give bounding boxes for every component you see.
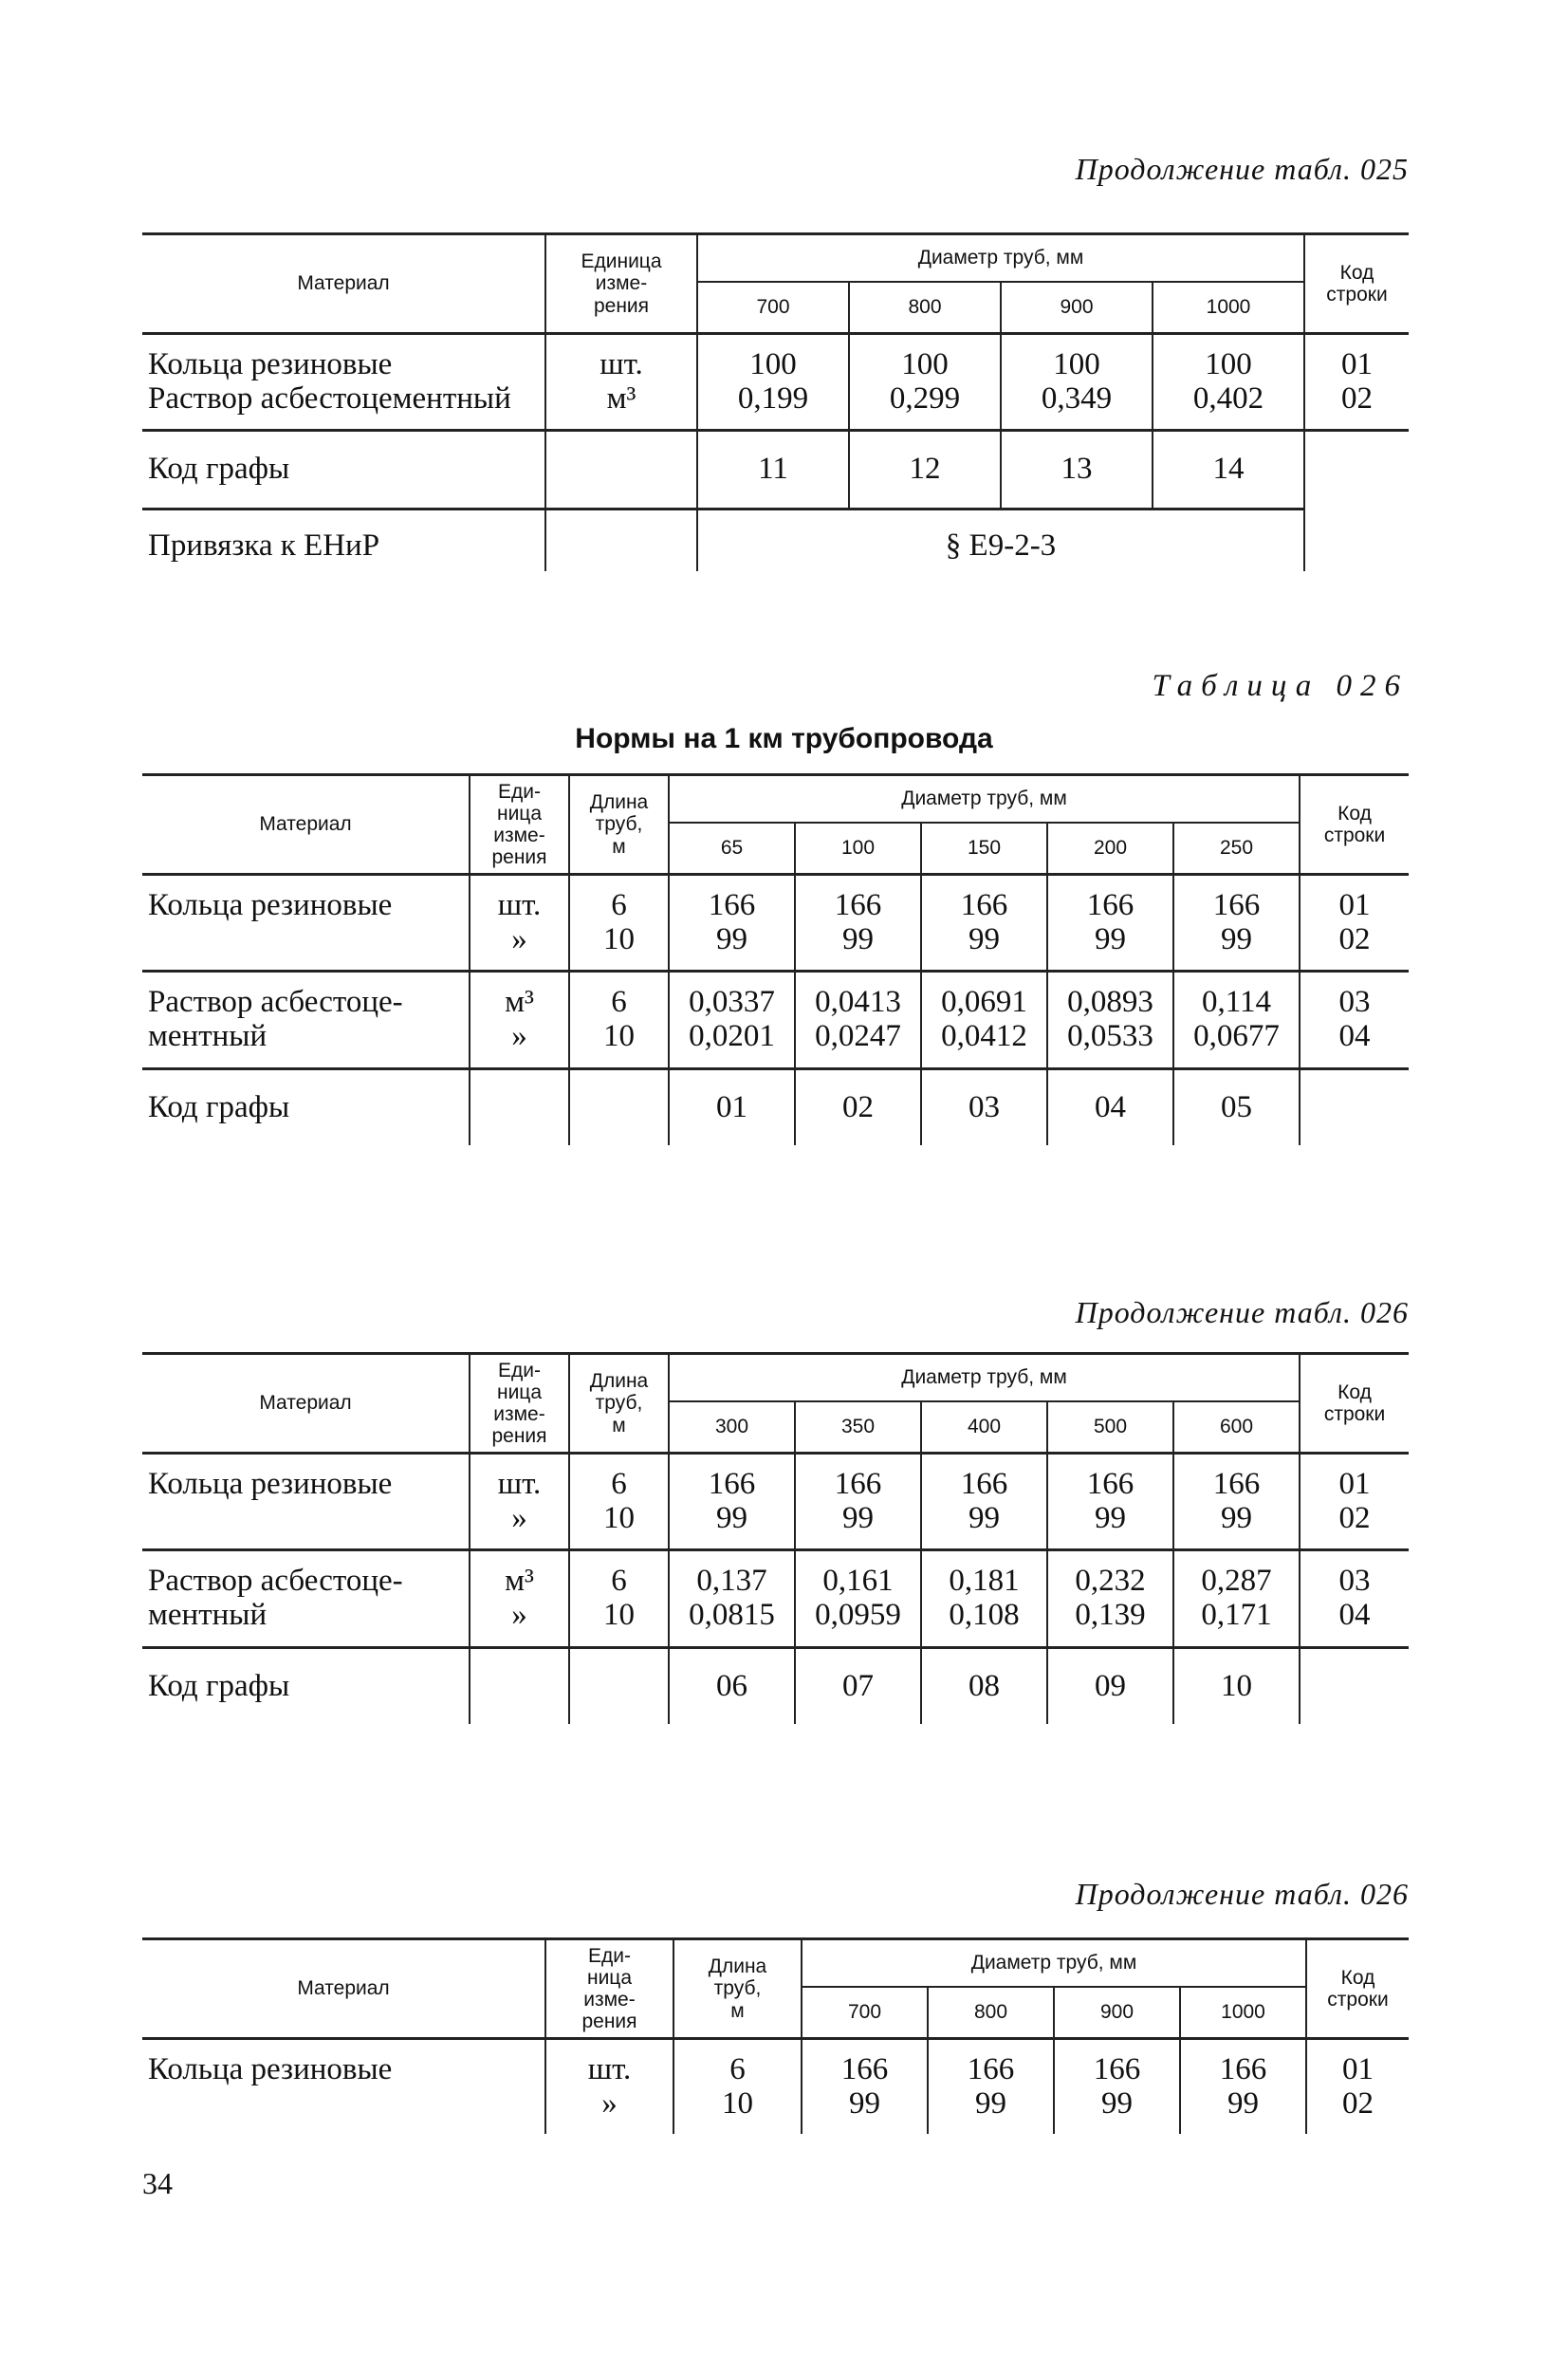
page-number: 34 — [142, 2166, 173, 2200]
footer-row — [142, 431, 1409, 510]
cell-line: м — [730, 1999, 745, 2022]
cell-line: строки — [1323, 1403, 1386, 1425]
cell-line: 0,0959 — [815, 1597, 901, 1632]
value-cell — [697, 334, 849, 431]
cell-line: труб, — [595, 813, 643, 836]
diameter-value: 65 — [669, 823, 795, 875]
data-table — [142, 1352, 1409, 1724]
cell-line: 99 — [716, 921, 747, 956]
cell-line: 0,0533 — [1067, 1018, 1153, 1053]
cell-line: Кольца резиновые — [148, 2052, 393, 2086]
diameter-value: 900 — [1001, 282, 1153, 334]
length-header — [569, 1354, 669, 1454]
diameter-value: 1000 — [1180, 1987, 1306, 2039]
cell-line: 0,0247 — [815, 1018, 901, 1053]
value-cell — [795, 875, 921, 972]
cell-line: 166 — [1212, 1467, 1261, 1501]
continuation-label: Продолжение табл. 025 — [1075, 152, 1409, 186]
footer-empty-cell — [1300, 1647, 1409, 1724]
cell-line: 99 — [849, 2085, 880, 2121]
cell-line: строки — [1327, 1989, 1389, 2011]
cell-line: изме- — [595, 272, 648, 295]
cell-line: шт. — [587, 2052, 632, 2086]
material-cell — [142, 1454, 470, 1550]
cell-line: 0,139 — [1075, 1597, 1146, 1632]
value-cell — [921, 1454, 1047, 1550]
row-code-cell — [1300, 972, 1409, 1068]
length-header — [569, 775, 669, 875]
table-026-cont-1 — [142, 1352, 1409, 1724]
value-cell — [795, 972, 921, 1068]
header-row — [142, 775, 1409, 824]
diameter-value: 700 — [802, 1987, 928, 2039]
cell-line: 03 — [1338, 985, 1371, 1020]
cell-line: строки — [1326, 284, 1388, 306]
cell-line: 166 — [1086, 888, 1134, 922]
value-cell — [921, 972, 1047, 1068]
cell-line: 99 — [1101, 2085, 1133, 2121]
footer-code: 07 — [795, 1647, 921, 1724]
code-header — [1300, 1354, 1409, 1454]
cell-line: 0,199 — [737, 380, 809, 416]
table-title: Нормы на 1 км трубопровода — [575, 723, 993, 754]
cell-line: рения — [491, 846, 547, 869]
table-row — [142, 2039, 1409, 2135]
cell-line: м³ — [505, 985, 534, 1020]
footer-empty-cell — [470, 1068, 569, 1145]
cell-line: 0,161 — [822, 1564, 894, 1599]
cell-line: » — [601, 2085, 618, 2121]
footer-code: 14 — [1153, 431, 1304, 510]
cell-line: 0,349 — [1041, 380, 1113, 416]
code-header — [1306, 1939, 1409, 2039]
cell-line: Длина — [708, 1955, 767, 1978]
unit-header — [545, 234, 697, 334]
cell-line: изме- — [493, 1403, 545, 1425]
value-cell — [1047, 1454, 1173, 1550]
cell-line: Раствор асбестоце- — [148, 985, 403, 1020]
diameter-header: Диаметр труб, мм — [669, 1354, 1300, 1402]
cell-line: 0,108 — [949, 1597, 1020, 1632]
value-cell — [921, 1550, 1047, 1647]
value-cell — [928, 2039, 1054, 2135]
cell-line: 01 — [1342, 2052, 1374, 2086]
length-cell — [569, 875, 669, 972]
unit-cell — [545, 334, 697, 431]
cell-line: 166 — [967, 2052, 1015, 2086]
cell-line: 166 — [708, 1467, 756, 1501]
value-cell — [669, 972, 795, 1068]
footer-empty-cell — [470, 1647, 569, 1724]
value-cell — [802, 2039, 928, 2135]
cell-line: 01 — [1341, 347, 1373, 381]
cell-line: 99 — [968, 1500, 1000, 1535]
data-table — [142, 232, 1409, 571]
cell-line: Раствор асбестоцементный — [148, 380, 511, 416]
diameter-header: Диаметр труб, мм — [802, 1939, 1306, 1988]
diameter-value: 1000 — [1153, 282, 1304, 334]
diameter-header: Диаметр труб, мм — [697, 234, 1304, 283]
header-row — [142, 1354, 1409, 1402]
table-row — [142, 1454, 1409, 1550]
cell-line: Кольца резиновые — [148, 1467, 393, 1501]
footer-row — [142, 1068, 1409, 1145]
table-row — [142, 875, 1409, 972]
diameter-value: 600 — [1173, 1401, 1300, 1454]
material-header: Материал — [142, 1939, 545, 2039]
cell-line: 0,181 — [949, 1564, 1020, 1599]
cell-line: 0,287 — [1201, 1564, 1272, 1599]
cell-line: Кольца резиновые — [148, 347, 393, 381]
value-cell — [1047, 972, 1173, 1068]
continuation-label: Продолжение табл. 026 — [1075, 1877, 1409, 1911]
cell-line: м — [612, 835, 626, 858]
footer-row — [142, 1647, 1409, 1724]
cell-line: Длина — [589, 791, 649, 814]
value-cell — [1180, 2039, 1306, 2135]
diameter-value: 350 — [795, 1401, 921, 1454]
diameter-header: Диаметр труб, мм — [669, 775, 1300, 824]
cell-line: 6 — [611, 1564, 627, 1599]
footer-empty-cell — [569, 1647, 669, 1724]
cell-line: Код — [1337, 802, 1372, 825]
footer-label: Код графы — [148, 1089, 290, 1124]
length-cell — [673, 2039, 802, 2135]
diameter-value: 400 — [921, 1401, 1047, 1454]
unit-cell — [470, 875, 569, 972]
length-cell — [569, 1550, 669, 1647]
cell-line: 0,0815 — [689, 1597, 775, 1632]
footer-code: 12 — [849, 431, 1001, 510]
diameter-value: 150 — [921, 823, 1047, 875]
diameter-value: 300 — [669, 1401, 795, 1454]
cell-line: 6 — [611, 1467, 627, 1501]
diameter-value: 800 — [928, 1987, 1054, 2039]
footer-code: 08 — [921, 1647, 1047, 1724]
cell-line: Еди- — [498, 1359, 541, 1381]
material-cell — [142, 972, 470, 1068]
value-cell — [1173, 1454, 1300, 1550]
cell-line: 01 — [1338, 888, 1371, 922]
cell-line: Код — [1337, 1381, 1372, 1403]
cell-line: строки — [1323, 825, 1386, 846]
cell-line: 04 — [1338, 1597, 1371, 1632]
cell-line: 6 — [611, 888, 627, 922]
binding-label: Привязка к ЕНиР — [148, 528, 380, 563]
material-cell — [142, 2039, 545, 2135]
cell-line: 99 — [842, 921, 874, 956]
cell-line: 166 — [960, 888, 1008, 922]
binding-value: § Е9-2-3 — [697, 509, 1304, 570]
value-cell — [795, 1550, 921, 1647]
cell-line: » — [511, 921, 527, 956]
cell-line: 10 — [722, 2085, 753, 2121]
row-code-cell — [1300, 1550, 1409, 1647]
cell-line: 0,0412 — [941, 1018, 1027, 1053]
cell-line: м³ — [505, 1564, 534, 1599]
row-code-cell — [1300, 875, 1409, 972]
binding-empty-cell — [545, 509, 697, 570]
cell-line: труб, — [595, 1392, 643, 1415]
footer-code: 13 — [1001, 431, 1153, 510]
table-025 — [142, 232, 1409, 571]
cell-line: Еди- — [588, 1944, 631, 1967]
footer-label: Код графы — [142, 431, 545, 510]
cell-line: 166 — [960, 1467, 1008, 1501]
diameter-value: 800 — [849, 282, 1001, 334]
value-cell — [921, 875, 1047, 972]
cell-line: 0,137 — [696, 1564, 767, 1599]
table-row — [142, 972, 1409, 1068]
value-cell — [669, 1454, 795, 1550]
cell-line: 04 — [1338, 1018, 1371, 1053]
header-row — [142, 234, 1409, 283]
cell-line: 02 — [1338, 1500, 1371, 1535]
material-cell — [142, 875, 470, 972]
cell-line: 02 — [1338, 921, 1371, 956]
cell-line: шт. — [497, 1467, 542, 1501]
table-026-cont-2 — [142, 1937, 1409, 2134]
cell-line: 99 — [842, 1500, 874, 1535]
table-row — [142, 1550, 1409, 1647]
cell-line: 100 — [1205, 347, 1252, 381]
cell-line: 10 — [603, 921, 635, 956]
diameter-value: 250 — [1173, 823, 1300, 875]
row-code-cell — [1300, 1454, 1409, 1550]
cell-line: м — [612, 1414, 626, 1436]
value-cell — [1054, 2039, 1180, 2135]
footer-code: 01 — [669, 1068, 795, 1145]
cell-line: м³ — [606, 380, 636, 416]
unit-cell — [470, 972, 569, 1068]
cell-line: 166 — [708, 888, 756, 922]
cell-line: » — [511, 1500, 527, 1535]
cell-line: Раствор асбестоце- — [148, 1564, 403, 1599]
diameter-value: 500 — [1047, 1401, 1173, 1454]
cell-line: 0,0413 — [815, 985, 901, 1020]
table-row — [142, 334, 1409, 431]
cell-line: изме- — [493, 825, 545, 846]
header-row — [142, 1939, 1409, 1988]
value-cell — [1173, 972, 1300, 1068]
cell-line: 10 — [603, 1500, 635, 1535]
unit-header — [470, 775, 569, 875]
cell-line: рения — [491, 1425, 547, 1448]
footer-empty-cell — [1300, 1068, 1409, 1145]
cell-line: 0,0893 — [1067, 985, 1153, 1020]
data-table — [142, 1937, 1409, 2134]
unit-cell — [470, 1454, 569, 1550]
value-cell — [1047, 1550, 1173, 1647]
value-cell — [669, 875, 795, 972]
cell-line: » — [511, 1018, 527, 1053]
cell-line: 0,299 — [889, 380, 961, 416]
material-header: Материал — [142, 775, 470, 875]
cell-line: 166 — [834, 1467, 882, 1501]
cell-line: 166 — [1212, 888, 1261, 922]
cell-line: 100 — [901, 347, 949, 381]
cell-line: 6 — [611, 985, 627, 1020]
material-cell — [142, 334, 545, 431]
cell-line: 100 — [749, 347, 797, 381]
cell-line: труб, — [713, 1977, 762, 2000]
cell-line: ментный — [148, 1597, 267, 1632]
cell-line: 0,402 — [1192, 380, 1264, 416]
cell-line: 99 — [968, 921, 1000, 956]
cell-line: Длина — [589, 1370, 649, 1393]
cell-line: ментный — [148, 1018, 267, 1053]
cell-line: 01 — [1338, 1467, 1371, 1501]
footer-code: 03 — [921, 1068, 1047, 1145]
unit-cell — [470, 1550, 569, 1647]
cell-line: 166 — [1093, 2052, 1141, 2086]
diameter-value: 700 — [697, 282, 849, 334]
footer-empty-cell — [545, 431, 697, 510]
cell-line: 99 — [1221, 921, 1253, 956]
unit-header — [545, 1939, 673, 2039]
cell-line: шт. — [600, 347, 643, 381]
value-cell — [669, 1550, 795, 1647]
diameter-value: 900 — [1054, 1987, 1180, 2039]
material-header: Материал — [142, 1354, 470, 1454]
value-cell — [1047, 875, 1173, 972]
value-cell — [849, 334, 1001, 431]
cell-line: 99 — [1095, 921, 1126, 956]
cell-line: 99 — [975, 2085, 1006, 2121]
cell-line: Единица — [581, 250, 662, 273]
row-code-cell — [1304, 334, 1409, 431]
table-number-label: Таблица 026 — [1152, 669, 1409, 703]
cell-line: Кольца резиновые — [148, 888, 393, 922]
footer-code: 06 — [669, 1647, 795, 1724]
cell-line: 166 — [1086, 1467, 1134, 1501]
cell-line: 6 — [729, 2052, 746, 2086]
binding-row — [142, 509, 1409, 570]
cell-line: 99 — [716, 1500, 747, 1535]
footer-code: 04 — [1047, 1068, 1173, 1145]
data-table — [142, 773, 1409, 1145]
cell-line: 02 — [1341, 380, 1373, 416]
length-cell — [569, 1454, 669, 1550]
cell-line: » — [511, 1597, 527, 1632]
row-code-cell — [1306, 2039, 1409, 2135]
material-cell — [142, 1550, 470, 1647]
value-cell — [1001, 334, 1153, 431]
footer-code: 09 — [1047, 1647, 1173, 1724]
cell-line: 0,0691 — [941, 985, 1027, 1020]
code-header — [1304, 234, 1409, 334]
cell-line: 10 — [603, 1597, 635, 1632]
value-cell — [795, 1454, 921, 1550]
table-026 — [142, 773, 1409, 1145]
cell-line: рения — [581, 2011, 637, 2033]
diameter-value: 200 — [1047, 823, 1173, 875]
cell-line: рения — [593, 294, 650, 317]
footer-code: 10 — [1173, 1647, 1300, 1724]
cell-line: 10 — [603, 1018, 635, 1053]
cell-line: Код — [1340, 1966, 1375, 1989]
cell-line: шт. — [497, 888, 542, 922]
cell-line: 166 — [1219, 2052, 1267, 2086]
cell-line: ница — [586, 1966, 633, 1989]
footer-code: 11 — [697, 431, 849, 510]
footer-label: Код графы — [148, 1668, 290, 1703]
cell-line: изме- — [583, 1989, 636, 2011]
length-cell — [569, 972, 669, 1068]
cell-line: Код — [1339, 261, 1374, 284]
cell-line: 0,0677 — [1193, 1018, 1280, 1053]
cell-line: 166 — [834, 888, 882, 922]
cell-line: 99 — [1227, 2085, 1259, 2121]
cell-line: 02 — [1342, 2085, 1374, 2121]
cell-line: 0,114 — [1202, 985, 1272, 1020]
footer-empty-cell — [1304, 431, 1409, 571]
cell-line: Еди- — [498, 780, 541, 803]
cell-line: 03 — [1338, 1564, 1371, 1599]
cell-line: 0,232 — [1075, 1564, 1146, 1599]
footer-empty-cell — [569, 1068, 669, 1145]
cell-line: 99 — [1095, 1500, 1126, 1535]
cell-line: ница — [496, 802, 543, 825]
value-cell — [1153, 334, 1304, 431]
unit-header — [470, 1354, 569, 1454]
cell-line: ница — [496, 1381, 543, 1403]
cell-line: 166 — [840, 2052, 889, 2086]
code-header — [1300, 775, 1409, 875]
diameter-value: 100 — [795, 823, 921, 875]
value-cell — [1173, 1550, 1300, 1647]
cell-line: 99 — [1221, 1500, 1253, 1535]
cell-line: 0,0337 — [689, 985, 775, 1020]
continuation-label: Продолжение табл. 026 — [1075, 1295, 1409, 1329]
cell-line: 0,0201 — [689, 1018, 775, 1053]
unit-cell — [545, 2039, 673, 2135]
footer-code: 02 — [795, 1068, 921, 1145]
value-cell — [1173, 875, 1300, 972]
footer-code: 05 — [1173, 1068, 1300, 1145]
length-header — [673, 1939, 802, 2039]
cell-line: 0,171 — [1201, 1597, 1272, 1632]
material-header: Материал — [142, 234, 545, 334]
cell-line: 100 — [1053, 347, 1100, 381]
